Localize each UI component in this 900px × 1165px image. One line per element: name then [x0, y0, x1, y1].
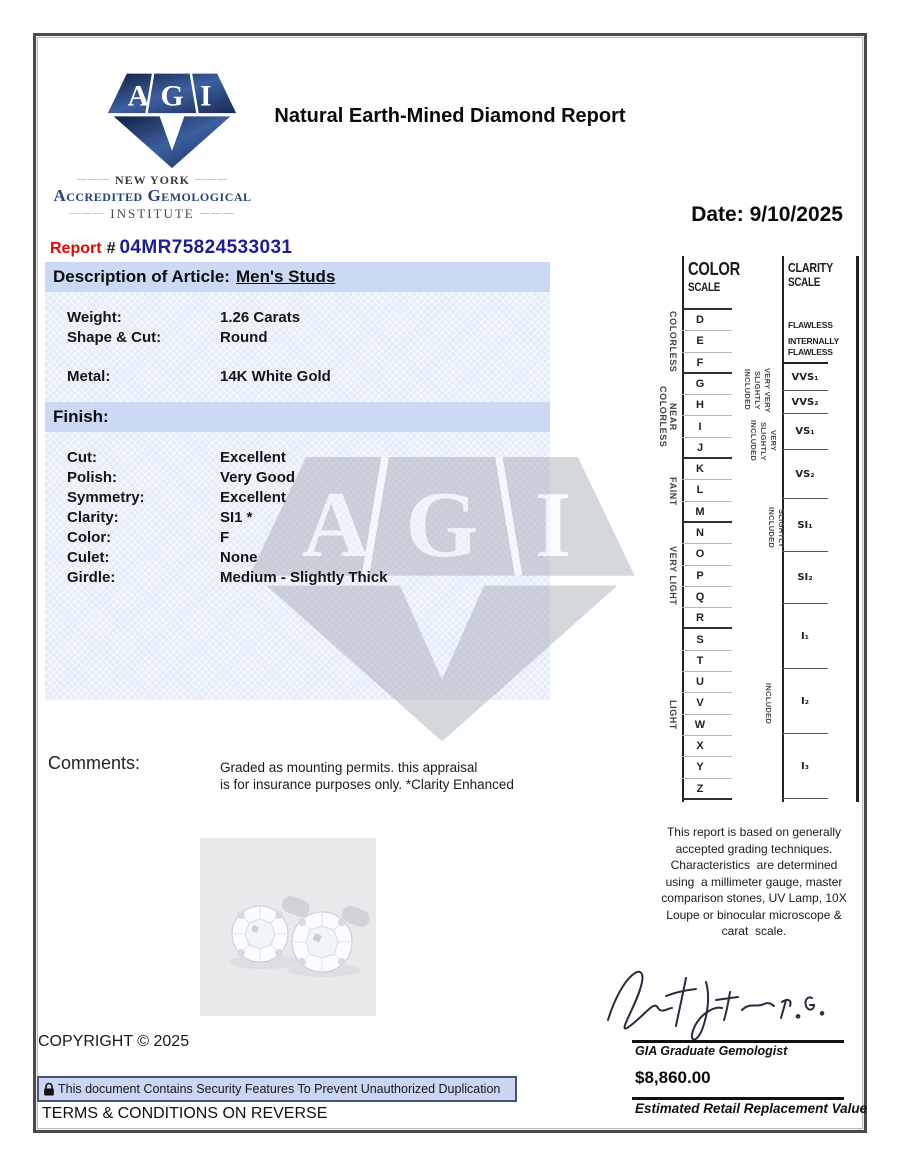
- spec-label: Shape & Cut:: [67, 329, 162, 346]
- color-grade-J: J: [682, 438, 732, 459]
- clarity-grade-0: VVS₁: [782, 364, 828, 391]
- color-grade-Z: Z: [682, 779, 732, 800]
- color-grade-R: R: [682, 608, 732, 629]
- logo-rule-right: ———: [195, 174, 228, 185]
- logo-rule-left: ———: [76, 174, 110, 185]
- finish-label: Cut:: [67, 449, 97, 466]
- color-grade-U: U: [682, 672, 732, 693]
- svg-text:G: G: [405, 472, 479, 577]
- clarity-scale-subtitle: SCALE: [788, 275, 821, 289]
- finish-label: Color:: [67, 529, 112, 546]
- comments-line-0: Graded as mounting permits. this appraisal: [220, 760, 478, 775]
- color-grade-X: X: [682, 736, 732, 757]
- finish-value: SI1 *: [220, 509, 253, 526]
- finish-header: Finish:: [53, 407, 109, 426]
- clarity-grade-2: VS₁: [782, 414, 828, 450]
- stud-left: [232, 906, 288, 962]
- disclaimer-line-1: accepted grading techniques.: [675, 841, 833, 856]
- logo-city-line: ——— NEW YORK ———: [76, 173, 228, 187]
- color-grade-T: T: [682, 651, 732, 672]
- clarity-grade-5: SI₂: [782, 552, 828, 604]
- color-group-0: COLORLESS: [668, 311, 678, 373]
- comments-label: Comments:: [48, 753, 141, 773]
- color-scale-subtitle: SCALE: [688, 280, 721, 294]
- color-grade-M: M: [682, 502, 732, 523]
- clarity-grade-4: SI₁: [782, 499, 828, 552]
- spec-row-1: [67, 329, 542, 349]
- clarity-group-1: VERY SLIGHTLY INCLUDED: [749, 420, 778, 462]
- clarity-top-grade-1: INTERNALLY: [788, 336, 840, 346]
- color-grade-I: I: [682, 417, 732, 438]
- spec-label: Metal:: [67, 368, 111, 385]
- comments-text: [220, 759, 550, 793]
- disclaimer-line-3: using a millimeter gauge, master: [665, 874, 843, 889]
- security-bar: [37, 1076, 517, 1102]
- disclaimer-line-0: This report is based on generally: [666, 825, 842, 839]
- lock-icon: [43, 1082, 55, 1097]
- color-grade-V: V: [682, 693, 732, 714]
- color-grade-E: E: [682, 331, 732, 352]
- clarity-grade-3: VS₂: [782, 450, 828, 499]
- spec-value: 14K White Gold: [220, 368, 331, 385]
- disclaimer-line-2: Characteristics are determined: [670, 858, 838, 872]
- description-header-band: [45, 262, 550, 292]
- color-grade-H: H: [682, 395, 732, 416]
- color-grade-G: G: [682, 374, 732, 395]
- finish-row-5: [67, 549, 542, 569]
- color-group-1: NEAR COLORLESS: [658, 385, 678, 448]
- signer-title: GIA Graduate Gemologist: [635, 1044, 788, 1058]
- spec-value: Round: [220, 329, 268, 346]
- comments-line-1: is for insurance purposes only. *Clarity Enhanced: [220, 777, 514, 792]
- color-grade-O: O: [682, 544, 732, 565]
- svg-text:I: I: [199, 80, 212, 113]
- finish-label: Clarity:: [67, 509, 119, 526]
- color-grade-W: W: [682, 715, 732, 736]
- finish-value: F: [220, 529, 230, 546]
- color-grade-K: K: [682, 459, 732, 480]
- color-grade-L: L: [682, 480, 732, 501]
- color-group-3: VERY LIGHT: [668, 546, 678, 606]
- agi-diamond-logo: [102, 72, 242, 169]
- clarity-grade-6: I₁: [782, 604, 828, 669]
- report-number: 04MR75824533031: [119, 237, 293, 258]
- spec-label: Weight:: [67, 309, 122, 326]
- finish-row-4: [67, 529, 542, 549]
- disclaimer-line-6: carat scale.: [721, 924, 787, 938]
- report-label: Report: [50, 240, 102, 257]
- report-hash: #: [106, 240, 116, 257]
- clarity-top-grade-2: FLAWLESS: [788, 347, 833, 357]
- appraised-amount: $8,860.00: [635, 1068, 711, 1087]
- amount-label: Estimated Retail Replacement Value: [635, 1101, 868, 1116]
- color-grade-Q: Q: [682, 587, 732, 608]
- finish-row-3: [67, 509, 542, 529]
- color-scale-title: COLOR: [688, 259, 741, 279]
- date-label: Date:: [691, 203, 744, 226]
- clarity-scale-title: CLARITY: [788, 260, 834, 275]
- color-grade-P: P: [682, 566, 732, 587]
- terms-text: TERMS & CONDITIONS ON REVERSE: [42, 1105, 328, 1122]
- color-group-2: FAINT: [668, 476, 678, 506]
- clarity-top-grade-0: FLAWLESS: [788, 320, 833, 330]
- finish-label: Symmetry:: [67, 489, 145, 506]
- finish-value: None: [220, 549, 258, 566]
- finish-value: Very Good: [220, 469, 296, 486]
- color-grade-D: D: [682, 310, 732, 331]
- report-date: [598, 203, 843, 227]
- clarity-grade-7: I₂: [782, 669, 828, 734]
- amount-rule: [632, 1097, 844, 1100]
- clarity-scale-cells: [782, 362, 828, 799]
- color-grade-N: N: [682, 523, 732, 544]
- clarity-grade-1: VVS₂: [782, 391, 828, 414]
- description-header: Description of Article: Men's Studs: [53, 267, 336, 286]
- clarity-grade-8: I₃: [782, 734, 828, 799]
- finish-value: Excellent: [220, 449, 286, 466]
- clarity-group-3: INCLUDED: [764, 683, 773, 725]
- finish-row-2: [67, 489, 542, 509]
- logo-institute-name: Accredited Gemological: [53, 186, 252, 205]
- diamond-studs-photo: [200, 838, 376, 1016]
- disclaimer-line-5: Loupe or binocular microscope &: [666, 907, 842, 922]
- finish-label: Culet:: [67, 549, 110, 566]
- color-group-4: LIGHT: [668, 699, 678, 730]
- finish-row-1: [67, 469, 542, 489]
- clarity-group-0: VERY VERY SLIGHTLY INCLUDED: [743, 367, 772, 413]
- svg-text:A: A: [301, 472, 370, 577]
- color-grade-F: F: [682, 353, 732, 374]
- copyright-text: COPYRIGHT © 2025: [38, 1033, 190, 1050]
- spec-value: 1.26 Carats: [220, 309, 301, 326]
- date-value: 9/10/2025: [749, 203, 843, 226]
- svg-text:A: A: [127, 80, 149, 113]
- gemologist-signature: [602, 956, 847, 1044]
- logo-pavilion: [114, 116, 231, 168]
- svg-text:G: G: [160, 80, 184, 113]
- finish-value: Medium - Slightly Thick: [220, 569, 388, 586]
- report-number-line: [50, 237, 550, 259]
- finish-value: Excellent: [220, 489, 286, 506]
- finish-label: Girdle:: [67, 569, 116, 586]
- svg-text:I: I: [534, 472, 572, 577]
- description-panel: [45, 262, 550, 700]
- color-scale-grades: [658, 308, 732, 800]
- clarity-scale-right-rule: [856, 256, 859, 802]
- report-title: Natural Earth-Mined Diamond Report: [274, 105, 626, 127]
- clarity-group-2: SLIGHTLY INCLUDED: [767, 507, 786, 549]
- security-notice: This document Contains Security Features To Prevent Unauthorized Duplication: [58, 1082, 501, 1096]
- color-grade-S: S: [682, 630, 732, 651]
- color-grade-Y: Y: [682, 757, 732, 778]
- article-name: Men's Studs: [235, 267, 336, 286]
- stud-right: [292, 912, 352, 972]
- finish-row-0: [67, 449, 542, 469]
- logo-institute-line: ——— INSTITUTE ———: [69, 206, 236, 221]
- signature-rule: [632, 1040, 844, 1043]
- spec-row-2: [67, 368, 542, 388]
- finish-row-6: [67, 569, 542, 589]
- finish-label: Polish:: [67, 469, 118, 486]
- finish-header-band: [45, 402, 550, 432]
- clarity-flawless-grades: [788, 320, 840, 358]
- spec-row-0: [67, 309, 542, 329]
- disclaimer-line-4: comparison stones, UV Lamp, 10X: [661, 891, 847, 905]
- grading-disclaimer: [648, 824, 860, 940]
